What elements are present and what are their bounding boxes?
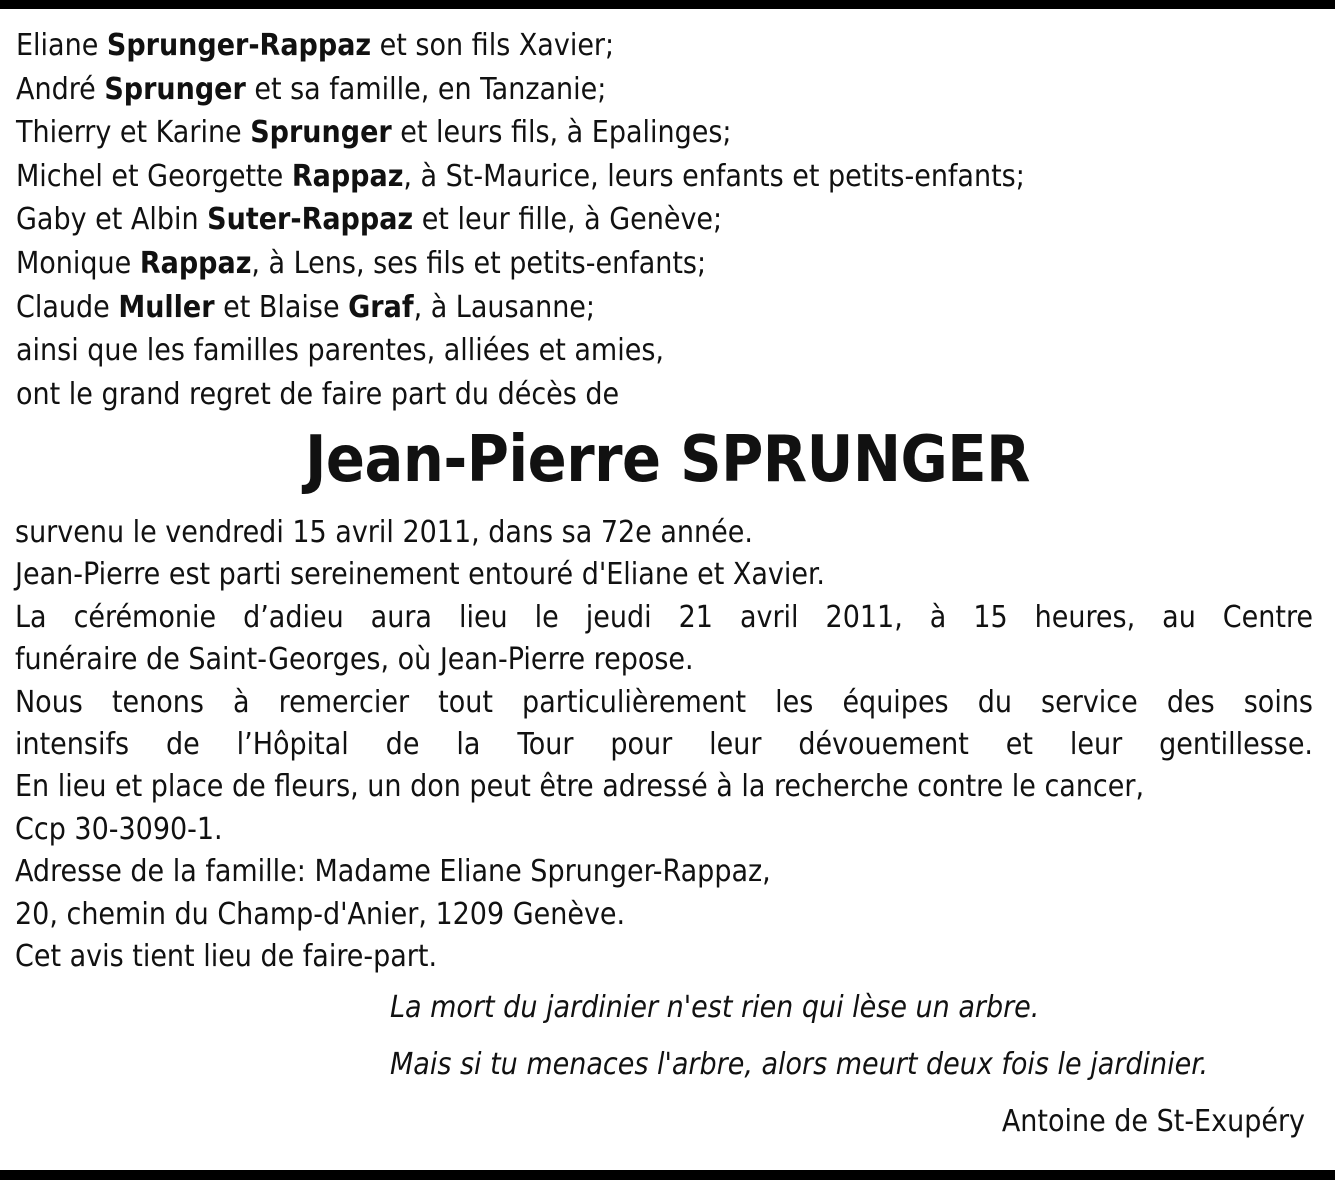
death-date-line: survenu le vendredi 15 avril 2011, dans sa 72e année.	[15, 515, 753, 550]
family-address-line: 20, chemin du Champ-d'Anier, 1209 Genève.	[15, 896, 626, 932]
quote-author: Antoine de St-Exupéry	[1001, 1104, 1305, 1139]
quote-line: La mort du jardinier n'est rien qui lèse un arbre.	[390, 990, 1040, 1025]
family-address-line: Adresse de la famille: Madame Eliane Sprunger-Rappaz,	[15, 854, 771, 890]
family-line: Claude Muller et Blaise Graf, à Lausanne;	[16, 289, 596, 325]
announcement-line: ont le grand regret de faire part du décès de	[16, 376, 620, 412]
ceremony-line: La cérémonie d’adieu aura lieu le jeudi 21 avril 2011, à 15 heures, au Centre	[15, 599, 1313, 635]
family-line: Monique Rappaz, à Lens, ses fils et petits-enfants;	[16, 245, 707, 281]
body-line: Jean-Pierre est parti sereinement entouré d'Eliane et Xavier.	[15, 557, 825, 593]
family-surname: Rappaz	[291, 158, 404, 194]
family-line: Gaby et Albin Suter-Rappaz et leur fille, à Genève;	[16, 202, 723, 238]
quote-line: Mais si tu menaces l'arbre, alors meurt deux fois le jardinier.	[390, 1047, 1209, 1082]
notice-line: Cet avis tient lieu de faire-part.	[15, 939, 438, 975]
family-surname: Sprunger	[250, 115, 392, 151]
family-surname: Graf	[348, 289, 414, 325]
ceremony-location-line: funéraire de Saint-Georges, où Jean-Pierre repose.	[15, 642, 694, 678]
family-surname: Rappaz	[139, 245, 252, 281]
family-line: Michel et Georgette Rappaz, à St-Maurice, leurs enfants et petits-enfants;	[16, 158, 1025, 194]
thanks-line: intensifs de l’Hôpital de la Tour pour leur dévouement et leur gentillesse.	[15, 727, 1313, 763]
family-surname: Sprunger-Rappaz	[106, 28, 372, 63]
top-border-rule	[0, 0, 1335, 9]
family-line: Thierry et Karine Sprunger et leurs fils, à Epalinges;	[16, 115, 732, 151]
obituary-body	[15, 512, 1313, 978]
thanks-line: Nous tenons à remercier tout particulièrement les équipes du service des soins	[15, 684, 1313, 720]
deceased-name: Jean-Pierre SPRUNGER	[305, 423, 1030, 497]
family-surname: Muller	[118, 289, 215, 325]
bottom-border-rule	[0, 1170, 1335, 1180]
family-list	[16, 24, 1316, 416]
family-surname: Sprunger	[104, 71, 246, 107]
donation-line: En lieu et place de fleurs, un don peut être adressé à la recherche contre le cancer,	[15, 769, 1145, 805]
family-line: André Sprunger et sa famille, en Tanzanie;	[16, 71, 607, 107]
postal-account-line: Ccp 30-3090-1.	[15, 811, 223, 847]
family-surname: Suter-Rappaz	[207, 202, 414, 238]
family-line: Eliane Sprunger-Rappaz et son fils Xavier;	[16, 28, 615, 63]
relatives-line: ainsi que les familles parentes, alliées et amies,	[16, 333, 664, 369]
